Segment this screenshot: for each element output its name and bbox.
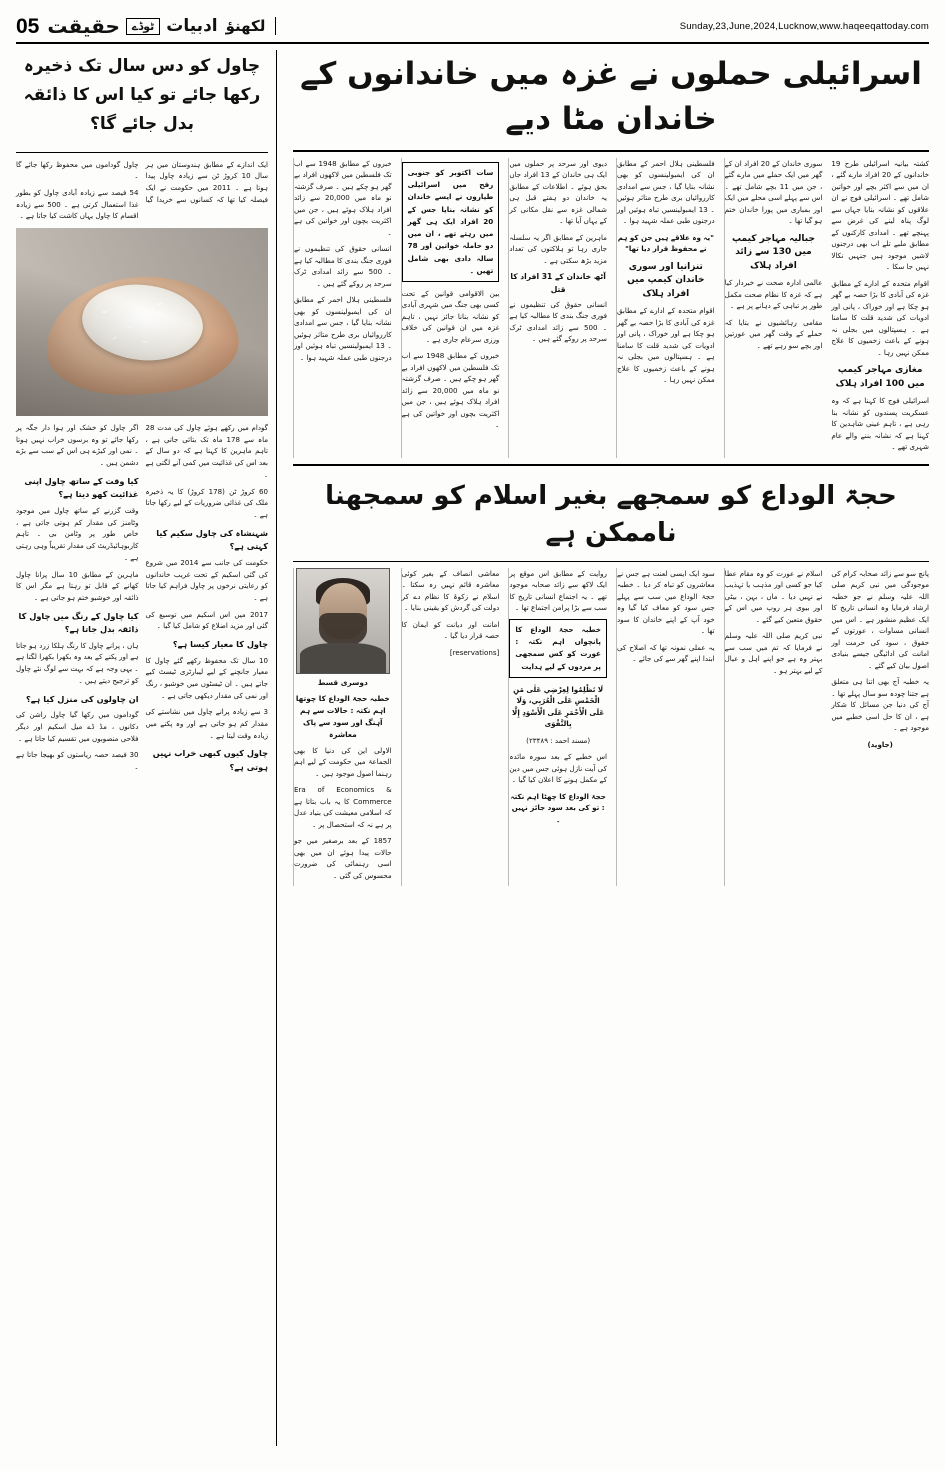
second-columns (293, 568, 929, 886)
page-grid (16, 50, 929, 1446)
paragraph: بین الاقوامی قوانین کے تحت کسی بھی جنگ میں شہری آبادی کو نشانہ بنانا جائز نہیں ، تاہم غزہ میں ان قوانین کی خلاف ورزی سرعام جاری ہے ۔ (401, 288, 500, 344)
lead-column (831, 158, 929, 458)
paragraph: انسانی حقوق کی تنظیموں نے فوری جنگ بندی کا مطالبہ کیا ہے ۔ 500 سے زائد امدادی ٹرک سرحد پر روکے گئے ہیں ۔ (293, 244, 392, 288)
paragraph: 54 فیصد سے زیادہ آبادی چاول کو بطور غذا استعمال کرتی ہے ۔ 500 سے زیادہ اقسام کا چاول یہاں کاشت کیا جاتا ہے ۔ (16, 188, 139, 221)
paragraph: فلسطینی ہلال احمر کے مطابق ان کی ایمبولینسوں کو بھی نشانہ بنایا گیا ، جس سے امدادی کارروائیاں بری طرح متاثر ہوئیں ۔ 13 ایمبولینسیں تباہ ہوئیں اور درجنوں طبی عملہ شہید ہوا ۔ (616, 158, 715, 226)
author-beard (319, 613, 367, 647)
paragraph: وقت گزرنے کے ساتھ چاول میں موجود وٹامنز کی مقدار کم ہوتی جاتی ہے ، خاص طور پر وٹامن بی ۔ تاہم کاربوہائیڈریٹ کی مقدار تقریباً وہی رہتی ہے ۔ (16, 506, 139, 562)
main-content (285, 50, 929, 1446)
rail-headline-rule (16, 152, 268, 153)
pull-quote: "یہ وہ علاقے ہیں جن کو ہم نے محفوظ قرار دیا تھا" (617, 232, 714, 254)
lead-columns (293, 158, 929, 458)
article-signature: (جاوید) (867, 739, 893, 749)
lead-column (293, 158, 392, 458)
story-separator (293, 464, 929, 466)
paragraph: 10 سال تک محفوظ رکھے گئے چاول کا معیار جانچنے کے لیے لیبارٹری ٹیسٹ کیے جاتے ہیں ۔ ان ٹیسٹوں میں خوشبو ، رنگ اور نمی کی مقدار دیکھی جاتی ہے ۔ (145, 655, 268, 700)
brand-block (47, 14, 217, 38)
section-name: ادبیات (166, 16, 218, 36)
paragraph: ہاں ، پرانے چاول کا رنگ ہلکا زرد ہو جاتا ہے اور پکنے کے بعد وہ بکھرا بکھرا لگتا ہے ۔ یہی وجہ ہے کہ بہت سے لوگ نئے چاول کو ترجیح دیتے ہیں ۔ (16, 640, 139, 685)
paragraph: یہ عملی نمونہ تھا کہ اصلاح کی ابتدا اپنے گھر سے کی جائے ۔ (616, 642, 715, 664)
paragraph: الاولی این کی دنیا کا بھی الجماعۃ میں حکومت کے لیے اہم رہنما اصول موجود ہیں ۔ (293, 745, 392, 778)
boxed-highlight: سات اکتوبر کو جنوبی رفح میں اسرائیلی طیاروں نے ایسے خاندان کو نشانہ بنایا جس کے 20 افراد ایک ہی گھر میں رہتے تھے ، ان میں دو حاملہ خواتین اور 78 سالہ دادی بھی شامل تھیں ۔ (402, 162, 500, 282)
paragraph: دیوی اور سرحد پر حملوں میں ایک ہی خاندان کے 13 افراد جاں بحق ہوئے ۔ اطلاعات کے مطابق یہ خاندان دو ہفتے قبل ہی شمالی غزہ سے نقل مکانی کر کے یہاں آیا تھا ۔ (509, 158, 607, 226)
second-headline-rule (293, 561, 929, 562)
column-subhead: مغازی مہاجر کیمپ میں 100 افراد ہلاک (835, 365, 925, 389)
rail-section-title: شہنشاہ کی چاول سکیم کیا کہتی ہے؟ (156, 527, 268, 552)
lead-column (508, 158, 607, 458)
author-body (300, 643, 386, 673)
paragraph: امانت اور دیانت کو ایمان کا حصہ قرار دیا گیا ۔ (401, 619, 500, 641)
right-rail (16, 50, 277, 1446)
lead-column (724, 158, 823, 458)
paragraph: مقامی رہائشیوں نے بتایا کہ حملے کے وقت گھر میں عورتیں اور بچے سو رہے تھے ۔ (724, 317, 823, 350)
second-column (831, 568, 929, 886)
paragraph: حکومت کی جانب سے 2014 میں شروع کی گئی اسکیم کے تحت غریب خاندانوں کو رعایتی نرخوں پر چاول فراہم کیا جاتا ہے ۔ (145, 557, 268, 602)
paragraph: عالمی ادارہ صحت نے خبردار کیا ہے کہ غزہ کا نظام صحت مکمل طور پر تباہی کے دہانے پر ہے ۔ (724, 278, 823, 311)
rice-photo (16, 228, 268, 416)
second-story (293, 476, 929, 887)
paragraph: Era of Economics & Commerce کا یہ باب بتاتا ہے کہ اسلامی معیشت کی بنیاد عدل پر ہے نہ کہ استحصال پر ۔ (293, 785, 392, 829)
paragraph: انسانی حقوق کی تنظیموں نے فوری جنگ بندی کا مطالبہ کیا ہے ۔ 500 سے زائد امدادی ٹرک سرحد پر روکے گئے ہیں ۔ (509, 299, 607, 344)
page-number: 05 (16, 14, 40, 38)
paragraph: 3 سے زیادہ پرانے چاول میں نشاستے کی مقدار کم ہو جاتی ہے اور وہ پکنے میں زیادہ وقت لیتا ہے ۔ (145, 707, 268, 740)
lead-story (293, 50, 929, 458)
rail-intro (16, 159, 268, 222)
paragraph: فلسطینی ہلال احمر کے مطابق ان کی ایمبولینسوں کو بھی نشانہ بنایا گیا ، جس سے امدادی کارروائیاں بری طرح متاثر ہوئیں ۔ 13 ایمبولینسیں تباہ ہوئیں اور درجنوں طبی عملہ شہید ہوا ۔ (293, 295, 392, 362)
paragraph: 60 کروڑ ٹن (178 کروڑ) کا یہ ذخیرہ ملک کی غذائی ضروریات کے لیے رکھا جاتا ہے ۔ (145, 486, 268, 519)
column-subhead: جبالیہ مہاجر کیمپ میں 130 سے زائد افراد ہلاک (732, 233, 815, 271)
second-column (616, 568, 715, 886)
rail-section-title: ان چاولوں کی منزل کیا ہے؟ (26, 693, 139, 704)
closing-note: حجۃ الوداع کا چھٹا اہم نکتہ : تو کی بعد سود جائز نہیں ۔ (510, 791, 606, 824)
rail-section-title: چاول کیوں کبھی خراب نہیں ہوتی ہے؟ (152, 748, 268, 772)
second-column (724, 568, 823, 886)
paragraph: پانچ سو سے زائد صحابہ کرام کی موجودگی میں نبی کریم صلی اللہ علیہ وسلم نے جو خطبہ ارشاد فرمایا وہ انسانی تاریخ کا ایک عظیم منشور ہے ۔ اس میں انسانی مساوات ، عورتوں کے حقوق ، سود کی حرمت اور امانت کی ادائیگی جیسے بنیادی اصول بیان کیے گئے ۔ (831, 568, 929, 670)
hadith-reference: (مسند احمد : ۲۳۴۸۹) (526, 735, 591, 745)
column-kicker: آٹھ خاندان کے 31 افراد کا قتل (510, 272, 606, 294)
paragraph: 2017 میں اس اسکیم میں توسیع کی گئی اور مزید اضلاع کو شامل کیا گیا ۔ (145, 609, 268, 631)
paragraph: اس خطبے کے بعد سورہ مائدہ کی آیت نازل ہوئی جس میں دین کے مکمل ہونے کا اعلان کیا گیا ۔ (509, 752, 607, 785)
paragraph: اقوام متحدہ کے ادارے کے مطابق غزہ کی آبادی کا بڑا حصہ بے گھر ہو چکا ہے اور خوراک ، پانی اور ادویات کی شدید قلت کا سامنا ہے ۔ ہسپتالوں میں بجلی نہ ہونے کے باعث زخمیوں کا علاج ممکن نہیں رہا ۔ (831, 278, 929, 357)
paragraph: گودام میں رکھے ہوئے چاول کی مدت 28 ماہ سے 178 ماہ تک بتائی جاتی ہے ، تاہم ماہرین کا کہنا ہے کہ دو سال کے بعد اس کی غذائیت میں کمی آنے لگتی ہے ۔ (145, 423, 268, 479)
second-column (508, 568, 607, 886)
rail-section-title: کیا وقت کے ساتھ چاول اپنی غذائیت کھو دیتا ہے؟ (24, 475, 139, 500)
paragraph: کشتہ بیانیہ اسرائیلی طرح 19 خاندانوں کے 20 افراد مارے گئے ، ان میں سے اکثر بچے اور خواتین شامل تھے ۔ اسرائیلی فوج نے ان علاقوں کو نشانہ بنایا جہاں سے لوگ پناہ لینے کی غرض سے پہنچے تھے ۔ امدادی کارکنوں کے مطابق ملبے تلے اب بھی درجنوں لاشیں موجود ہیں جنہیں نکالا نہیں جا سکا ۔ (831, 158, 930, 272)
rail-body-main (16, 422, 268, 777)
author-caption: دوسری قسط (317, 677, 368, 687)
author-note: خطبہ حجۃ الوداع کا چوتھا اہم نکتہ : حالات سے ہم آہنگ اور سود سے پاک معاشرہ (295, 693, 390, 739)
paragraph: سود ایک ایسی لعنت ہے جس نے معاشروں کو تباہ کر دیا ۔ خطبہ حجۃ الوداع میں سب سے پہلے جس سود کو معاف کیا گیا وہ خود آپ کے اپنے خاندان کا سود تھا ۔ (616, 568, 715, 636)
paragraph: اسلام نے عورت کو وہ مقام عطا کیا جو کسی اور مذہب یا تہذیب نے نہیں دیا ۔ ماں ، بہن ، بیٹی اور بیوی ہر روپ میں اس کے حقوق متعین کیے گئے ۔ (724, 568, 823, 624)
arabic-quote: لَا تَظْلِمُوا لِعِرْضِي عَلٰی مَنِ الْخَمْسِ عَلَى الْعُرَبِي، وَلَا عَلَى الْأَحْمَرِ عَلَى الْأَسْوَدِ إِلَّا بِالتَّقْوَى (512, 684, 605, 729)
brand-box: ٹوڈے (126, 18, 160, 35)
paragraph: گوداموں میں رکھا گیا چاول راشن کی دکانوں ، مڈ ڈے میل اسکیم اور دیگر فلاحی منصوبوں میں تقسیم کیا جاتا ہے ۔ (16, 710, 139, 743)
paragraph: سوری خاندان کے 20 افراد ان کے گھر میں ایک حملے میں مارے گئے ، جن میں 11 بچے شامل تھے ۔ اس سے پہلے اسی محلے میں ایک اور بمباری میں پورا خاندان ختم ہو گیا تھا ۔ (724, 158, 823, 226)
column-subhead: تنزانیا اور سوری خاندان کیمپ میں افراد ہلاک (627, 261, 705, 299)
second-column (401, 568, 500, 886)
boxed-subhead: خطبہ حجۃ الوداع کا پانچواں اہم نکتہ : عورت کو کس سمجھی پر مردوں کے لیے ہدایت (509, 619, 607, 678)
paragraph: نبی کریم صلی اللہ علیہ وسلم نے فرمایا کہ تم میں سب سے بہتر وہ ہے جو اپنے اہل و عیال کے لیے بہتر ہو ۔ (724, 631, 823, 675)
paragraph: خبروں کے مطابق 1948 سے اب تک فلسطین میں لاکھوں افراد بے گھر ہو چکے ہیں ۔ صرف گزشتہ نو ماہ میں 20,000 سے زائد افراد ہلاک ہوئے ہیں ، جن میں اکثریت بچوں اور خواتین کی ہے ۔ (293, 158, 392, 237)
second-headline: حجۃ الوداع کو سمجھے بغیر اسلام کو سمجھنا ناممکن ہے (325, 480, 897, 549)
paragraph: 30 فیصد حصہ ریاستوں کو بھیجا جاتا ہے ۔ (16, 750, 139, 771)
paragraph: اسرائیلی فوج کا کہنا ہے کہ وہ عسکریت پسندوں کو نشانہ بنا رہی ہے ، تاہم عینی شاہدین کا کہنا ہے کہ نشانہ بننے والے عام شہری تھے ۔ (831, 396, 929, 452)
lead-column (401, 158, 500, 458)
paragraph: ماہرین کے مطابق 10 سال پرانا چاول کھانے کے قابل تو رہتا ہے مگر اس کا ذائقہ اور خوشبو ختم ہو جاتی ہے ۔ (16, 569, 139, 602)
paragraph: یہ خطبہ آج بھی اتنا ہی متعلق ہے جتنا چودہ سو سال پہلے تھا ۔ آج کی دنیا جن مسائل کا شکار ہے ، ان کا حل اسی خطبے میں موجود ہے ۔ (831, 677, 929, 733)
paragraph: معاشی انصاف کے بغیر کوئی معاشرہ قائم نہیں رہ سکتا ۔ اسلام نے زکوۃ کا نظام دے کر دولت کی گردش کو یقینی بنایا ۔ (401, 568, 500, 613)
rail-section-title: کیا چاول کے رنگ میں چاول کا ذائقہ بدل جاتا ہے؟ (18, 610, 139, 635)
headline-rule (293, 150, 929, 152)
footer-note: [reservations] (449, 647, 500, 657)
rail-headline: چاول کو دس سال تک ذخیرہ رکھا جائے تو کیا اس کا ذائقہ بدل جائے گا؟ (23, 56, 261, 134)
masthead (16, 14, 929, 44)
dateline: Sunday,23,June,2024,Lucknow,www.haqeeqattoday.com (679, 20, 929, 32)
paragraph: اقوام متحدہ کے ادارے کے مطابق غزہ کی آبادی کا بڑا حصہ بے گھر ہو چکا ہے اور خوراک ، پانی اور ادویات کی شدید قلت کا سامنا ہے ۔ ہسپتالوں میں بجلی نہ ہونے کے باعث زخمیوں کا علاج ممکن نہیں رہا ۔ (616, 306, 715, 385)
brand-word: حقیقت (47, 14, 120, 38)
paragraph: 1857 کے بعد برصغیر میں جو حالات پیدا ہوئے ان میں بھی اسی رہنمائی کی ضرورت محسوس کی گئی ۔ (293, 836, 392, 880)
paragraph: ایک اندازے کے مطابق ہندوستان میں ہر سال 10 کروڑ ٹن سے زیادہ چاول پیدا ہوتا ہے ۔ 2011 میں حکومت نے ایک فیصلہ کیا تھا کہ کسانوں سے خریدا گیا چاول گوداموں میں محفوظ رکھا جائے گا ۔ (16, 159, 268, 204)
paragraph: ماہرین کے مطابق اگر یہ سلسلہ جاری رہا تو ہلاکتوں کی تعداد مزید بڑھ سکتی ہے ۔ (509, 232, 607, 265)
city-tag: لکھنؤ (226, 17, 277, 35)
rail-section-title: چاول کا معیار کیسا ہے؟ (172, 638, 268, 649)
lead-column (616, 158, 715, 458)
paragraph: اگر چاول کو خشک اور ہوا دار جگہ پر رکھا جائے تو وہ برسوں خراب نہیں ہوتا ۔ نمی اور کیڑے ہی اس کے سب سے بڑے دشمن ہیں ۔ (16, 423, 139, 468)
masthead-brand-area (16, 14, 280, 38)
paragraph: روایت کے مطابق اس موقع پر ایک لاکھ سے زائد صحابہ موجود تھے ۔ یہ اجتماع انسانی تاریخ کا سب سے بڑا پرامن اجتماع تھا ۔ (509, 568, 607, 613)
author-photo (296, 568, 390, 674)
photo-shading (16, 228, 268, 416)
lead-headline: اسرائیلی حملوں نے غزہ میں خاندانوں کے خاندان مٹا دیے (300, 56, 922, 137)
second-column-with-author (293, 568, 392, 886)
paragraph: خبروں کے مطابق 1948 سے اب تک فلسطین میں لاکھوں افراد بے گھر ہو چکے ہیں ۔ صرف گزشتہ نو ماہ میں 20,000 سے زائد افراد ہلاک ہوئے ہیں ، جن میں اکثریت بچوں اور خواتین کی ہے ۔ (401, 351, 500, 430)
